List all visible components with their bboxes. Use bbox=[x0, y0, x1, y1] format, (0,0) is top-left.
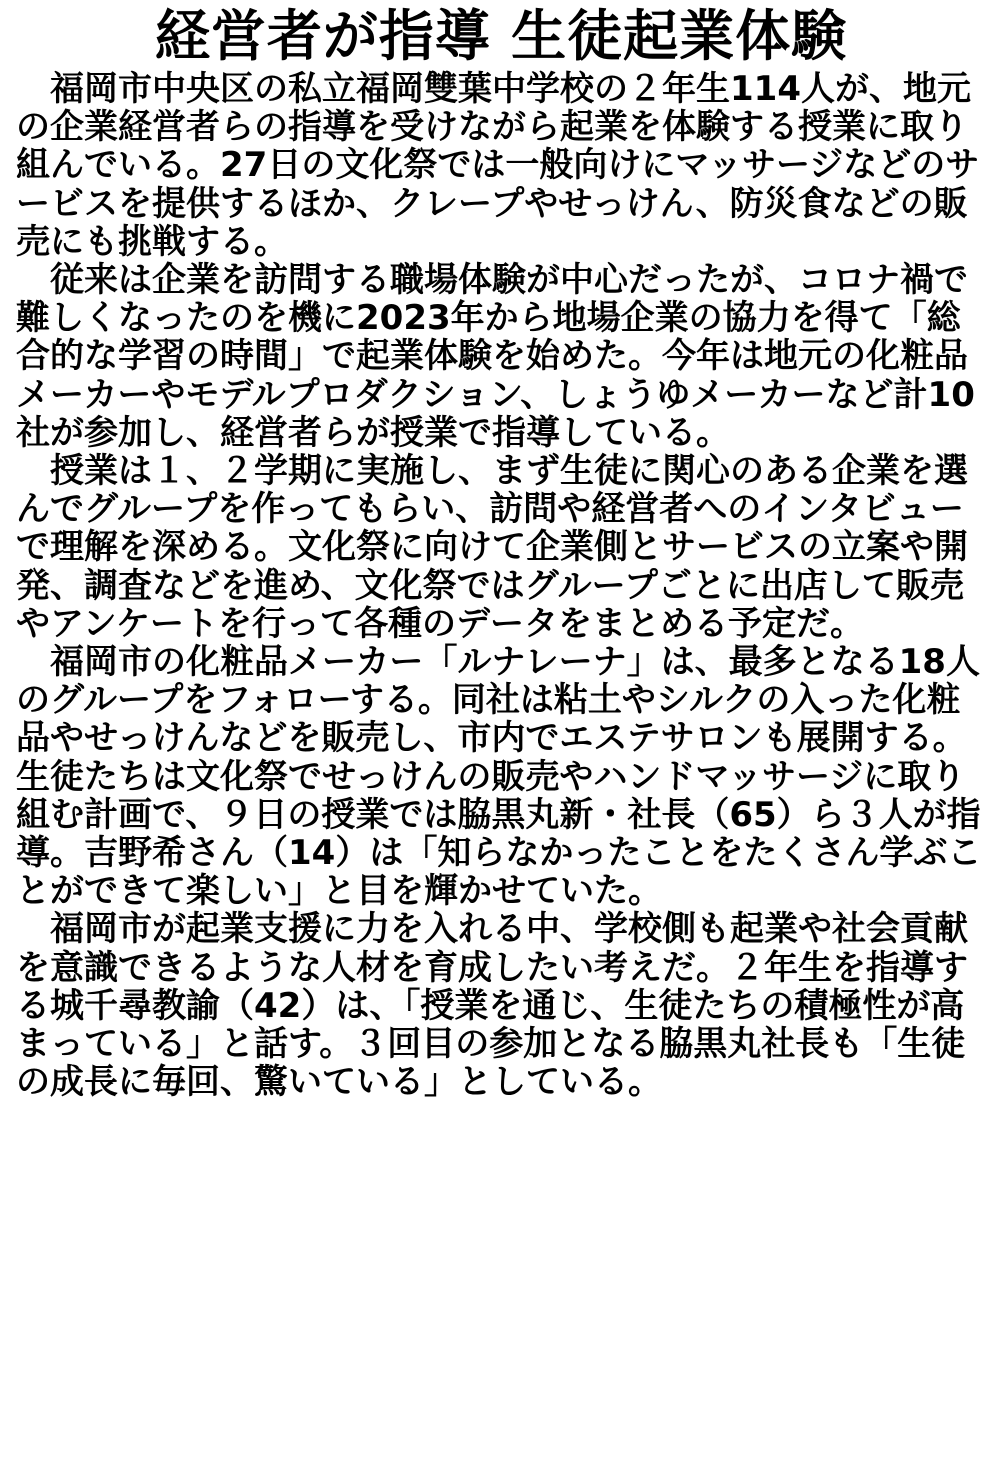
paragraph-5: 福岡市が起業支援に力を入れる中、学校側も起業や社会貢献を意識できるような人材を育成したい考えだ。２年生を指導する城千尋教諭（42）は、「授業を通じ、生徒たちの積極性が高まっている」と話す。３回目の参加となる脇黒丸社長も「生徒の成長に毎回、驚いている」としている。 bbox=[16, 909, 968, 1103]
headline: 経営者が指導 生徒起業体験 bbox=[154, 4, 848, 68]
news-article bbox=[16, 0, 986, 1458]
paragraph-1: 福岡市中央区の私立福岡雙葉中学校の２年生114人が、地元の企業経営者らの指導を受けながら起業を体験する授業に取り組んでいる。27日の文化祭では一般向けにマッサージなどのサービスを提供するほか、クレープやせっけん、防災食などの販売にも挑戦する。 bbox=[16, 69, 980, 262]
paragraph-3: 授業は１、２学期に実施し、まず生徒に関心のある企業を選んでグループを作ってもらい、訪問や経営者へのインタビューで理解を深める。文化祭に向けて企業側とサービスの立案や開発、調査などを進め、文化祭ではグループごとに出店して販売やアンケートを行って各種のデータをまとめる予定だ。 bbox=[16, 451, 968, 644]
paragraph-2: 従来は企業を訪問する職場体験が中心だったが、コロナ禍で難しくなったのを機に2023年から地場企業の協力を得て「総合的な学習の時間」で起業体験を始めた。今年は地元の化粧品メーカーやモデルプロダクション、しょうゆメーカーなど計10社が参加し、経営者らが授業で指導している。 bbox=[16, 260, 975, 453]
article-body bbox=[16, 70, 986, 1101]
paragraph-4: 福岡市の化粧品メーカー「ルナレーナ」は、最多となる18人のグループをフォローする。同社は粘土やシルクの入った化粧品やせっけんなどを販売し、市内でエステサロンも展開する。生徒たちは文化祭でせっけんの販売やハンドマッサージに取り組む計画で、９日の授業では脇黒丸新・社長（65）ら３人が指導。吉野希さん（14）は「知らなかったことをたくさん学ぶことができて楽しい」と目を輝かせていた。 bbox=[16, 642, 982, 912]
